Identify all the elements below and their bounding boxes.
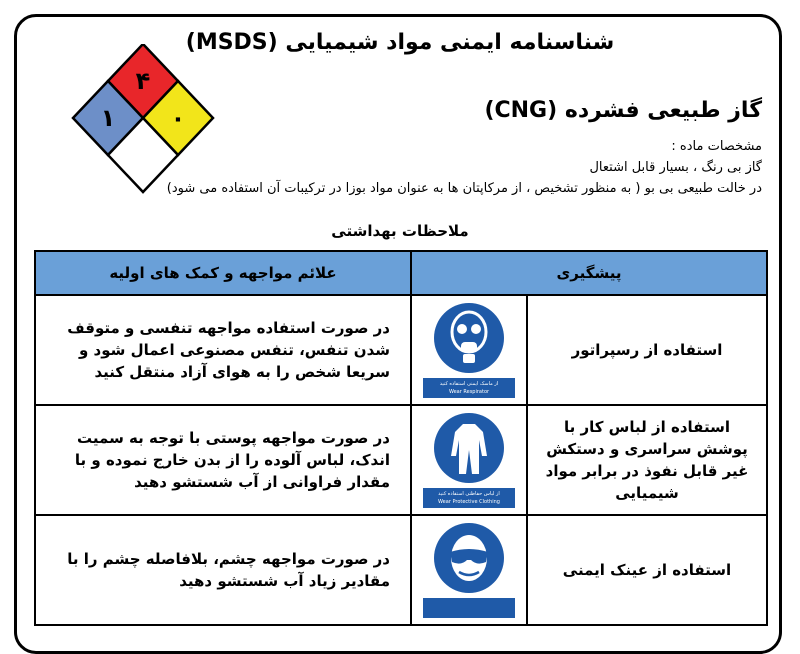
sign-cell — [411, 515, 527, 625]
table-row — [35, 515, 767, 625]
spec-line-2: در خالت طبیعی بی بو ( به منظور تشخیص ، از مرکاپتان ها به عنوان مواد بوزا در ترکیبات آن استفاده می شود) — [166, 181, 762, 196]
sign-label-en: Wear Respirator — [448, 388, 490, 395]
respirator-icon — [433, 302, 505, 374]
nfpa-health-value: ۱ — [100, 104, 116, 132]
spec-label: مشخصات ماده : — [671, 139, 762, 154]
first-aid-cell: در صورت مواجهه چشم، بلافاصله چشم را با مقادیر زیاد آب شستشو دهید — [35, 515, 411, 625]
spec-line-1: گاز بی رنگ ، بسیار قابل اشتعال — [589, 160, 762, 175]
first-aid-cell: در صورت استفاده مواجهه تنفسی و متوقف شدن تنفس، تنفس مصنوعی اعمال شود و سریعا شخص را به هوای آزاد منتقل کنید — [35, 295, 411, 405]
protective-clothing-icon — [433, 412, 505, 484]
header-first-aid: علائم مواجهه و کمک های اولیه — [35, 251, 411, 295]
respirator-sign — [421, 302, 517, 398]
sign-label — [423, 488, 515, 508]
sign-label — [423, 598, 515, 618]
sign-label-fa: از لباس حفاظتی استفاده کنید — [438, 490, 500, 497]
header-prevention: پیشگیری — [411, 251, 767, 295]
sign-cell — [411, 405, 527, 515]
sign-label — [423, 378, 515, 398]
prevention-cell: استفاده از عینک ایمنی — [527, 515, 767, 625]
table-row — [35, 405, 767, 515]
substance-name: گاز طبیعی فشرده (CNG) — [484, 98, 762, 123]
sign-cell — [411, 295, 527, 405]
substance-description — [42, 136, 762, 199]
sign-label-en: Wear Protective Clothing — [438, 498, 500, 505]
protective-clothing-sign — [421, 412, 517, 508]
prevention-cell: استفاده از لباس کار با پوشش سراسری و دستکش غیر قابل نفوذ در برابر مواد شیمیایی — [527, 405, 767, 515]
safety-goggles-sign — [421, 522, 517, 618]
prevention-cell: استفاده از رسپراتور — [527, 295, 767, 405]
safety-goggles-icon — [433, 522, 505, 594]
page-title: شناسنامه ایمنی مواد شیمیایی (MSDS) — [185, 30, 615, 55]
health-notes-title: ملاحظات بهداشتی — [331, 222, 469, 240]
table-header-row — [35, 251, 767, 295]
sign-label-fa: از ماسک ایمنی استفاده کنید — [439, 380, 499, 387]
first-aid-cell: در صورت مواجهه پوستی با توجه به سمیت اندک، لباس آلوده را از بدن خارج نموده و با مقدار فراوانی از آب شستشو دهید — [35, 405, 411, 515]
nfpa-instability-value: ۰ — [170, 104, 186, 132]
table-row — [35, 295, 767, 405]
safety-table — [34, 250, 768, 626]
nfpa-flammability-value: ۴ — [135, 67, 151, 95]
